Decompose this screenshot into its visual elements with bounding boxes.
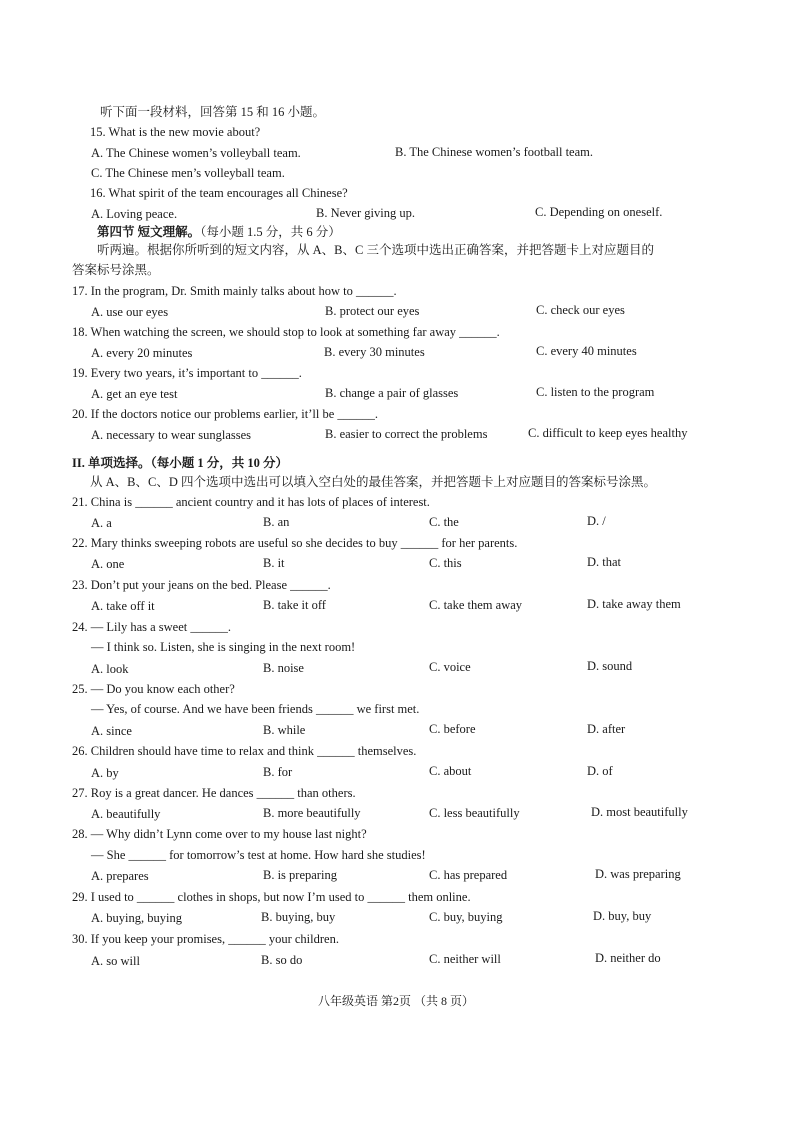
question-19-option-b: B. change a pair of glasses bbox=[325, 386, 459, 400]
question-20-option-c: C. difficult to keep eyes healthy bbox=[528, 426, 688, 440]
page-footer: 八年级英语 第2页 （共 8 页） bbox=[318, 994, 475, 1008]
question-25-option-a: A. since bbox=[91, 724, 132, 738]
question-27-option-c: C. less beautifully bbox=[429, 806, 520, 820]
section-4-instruction-1: 听两遍。根据你所听到的短文内容，从 A、B、C 三个选项中选出正确答案，并把答题卡上对应题目的 bbox=[97, 243, 654, 257]
section-4-heading bbox=[97, 224, 341, 240]
question-18-option-a: A. every 20 minutes bbox=[91, 346, 193, 360]
question-19-option-c: C. listen to the program bbox=[536, 385, 655, 399]
question-22-option-a: A. one bbox=[91, 557, 125, 571]
question-21-option-b: B. an bbox=[263, 515, 290, 529]
section-4-title: 第四节 短文理解。 bbox=[97, 225, 201, 239]
question-21-option-d: D. / bbox=[587, 514, 606, 528]
question-24-option-d: D. sound bbox=[587, 659, 633, 673]
question-20-stem: 20. If the doctors notice our problems earlier, it’ll be ______. bbox=[72, 407, 379, 421]
part-2-title: II. 单项选择。 bbox=[72, 456, 151, 470]
question-15-option-a: A. The Chinese women’s volleyball team. bbox=[91, 146, 301, 160]
question-29-option-a: A. buying, buying bbox=[91, 911, 182, 925]
question-24-stem: 24. — Lily has a sweet ______. bbox=[72, 620, 232, 634]
question-23-stem: 23. Don’t put your jeans on the bed. Please ______. bbox=[72, 578, 331, 592]
question-16-option-b: B. Never giving up. bbox=[316, 206, 415, 220]
question-26-stem: 26. Children should have time to relax and think ______ themselves. bbox=[72, 744, 417, 758]
section-4-points: （每小题 1.5 分，共 6 分） bbox=[200, 225, 341, 239]
question-25-option-b: B. while bbox=[263, 723, 306, 737]
question-25-option-c: C. before bbox=[429, 722, 476, 736]
section-4-instruction-2: 答案标号涂黑。 bbox=[72, 263, 160, 277]
question-26-option-d: D. of bbox=[587, 764, 613, 778]
question-21-option-c: C. the bbox=[429, 515, 459, 529]
question-27-stem: 27. Roy is a great dancer. He dances ______ than others. bbox=[72, 786, 356, 800]
question-26-option-b: B. for bbox=[263, 765, 293, 779]
question-28-option-a: A. prepares bbox=[91, 869, 149, 883]
question-29-option-c: C. buy, buying bbox=[429, 910, 503, 924]
question-22-option-b: B. it bbox=[263, 556, 285, 570]
part-2-heading bbox=[72, 455, 288, 471]
question-22-stem: 22. Mary thinks sweeping robots are useful so she decides to buy ______ for her parents. bbox=[72, 536, 518, 550]
question-15-option-b: B. The Chinese women’s football team. bbox=[395, 145, 593, 159]
question-23-option-c: C. take them away bbox=[429, 598, 523, 612]
question-15-option-c: C. The Chinese men’s volleyball team. bbox=[91, 166, 285, 180]
question-28-stem-reply: — She ______ for tomorrow’s test at home. How hard she studies! bbox=[91, 848, 426, 862]
question-17-option-a: A. use our eyes bbox=[91, 305, 169, 319]
question-23-option-d: D. take away them bbox=[587, 597, 681, 611]
question-15-stem: 15. What is the new movie about? bbox=[90, 125, 261, 139]
question-18-option-c: C. every 40 minutes bbox=[536, 344, 637, 358]
question-30-option-b: B. so do bbox=[261, 953, 303, 967]
question-23-option-a: A. take off it bbox=[91, 599, 155, 613]
question-26-option-c: C. about bbox=[429, 764, 472, 778]
question-26-option-a: A. by bbox=[91, 766, 119, 780]
question-20-option-a: A. necessary to wear sunglasses bbox=[91, 428, 252, 442]
question-30-stem: 30. If you keep your promises, ______ your children. bbox=[72, 932, 339, 946]
question-30-option-c: C. neither will bbox=[429, 952, 501, 966]
question-30-option-a: A. so will bbox=[91, 954, 140, 968]
question-29-option-d: D. buy, buy bbox=[593, 909, 652, 923]
question-17-option-b: B. protect our eyes bbox=[325, 304, 420, 318]
question-24-option-a: A. look bbox=[91, 662, 129, 676]
question-17-stem: 17. In the program, Dr. Smith mainly talks about how to ______. bbox=[72, 284, 397, 298]
question-28-option-c: C. has prepared bbox=[429, 868, 508, 882]
question-27-option-d: D. most beautifully bbox=[591, 805, 688, 819]
question-18-stem: 18. When watching the screen, we should stop to look at something far away ______. bbox=[72, 325, 500, 339]
question-28-option-d: D. was preparing bbox=[595, 867, 681, 881]
intro-15-16: 听下面一段材料，回答第 15 和 16 小题。 bbox=[100, 105, 326, 119]
question-28-option-b: B. is preparing bbox=[263, 868, 337, 882]
question-27-option-b: B. more beautifully bbox=[263, 806, 361, 820]
question-16-stem: 16. What spirit of the team encourages all Chinese? bbox=[90, 186, 348, 200]
question-21-stem: 21. China is ______ ancient country and it has lots of places of interest. bbox=[72, 495, 430, 509]
question-24-option-b: B. noise bbox=[263, 661, 304, 675]
question-29-stem: 29. I used to ______ clothes in shops, but now I’m used to ______ them online. bbox=[72, 890, 471, 904]
question-25-option-d: D. after bbox=[587, 722, 626, 736]
question-23-option-b: B. take it off bbox=[263, 598, 326, 612]
question-28-stem: 28. — Why didn’t Lynn come over to my house last night? bbox=[72, 827, 367, 841]
part-2-instruction: 从 A、B、C、D 四个选项中选出可以填入空白处的最佳答案，并把答题卡上对应题目的答案标号涂黑。 bbox=[90, 475, 656, 489]
question-22-option-c: C. this bbox=[429, 556, 462, 570]
part-2-points: （每小题 1 分，共 10 分） bbox=[150, 456, 288, 470]
question-25-stem-reply: — Yes, of course. And we have been friends ______ we first met. bbox=[91, 702, 420, 716]
question-21-option-a: A. a bbox=[91, 516, 112, 530]
question-17-option-c: C. check our eyes bbox=[536, 303, 625, 317]
question-24-option-c: C. voice bbox=[429, 660, 471, 674]
question-27-option-a: A. beautifully bbox=[91, 807, 161, 821]
question-16-option-a: A. Loving peace. bbox=[91, 207, 178, 221]
question-24-stem-reply: — I think so. Listen, she is singing in the next room! bbox=[91, 640, 356, 654]
question-19-option-a: A. get an eye test bbox=[91, 387, 178, 401]
question-29-option-b: B. buying, buy bbox=[261, 910, 336, 924]
question-16-option-c: C. Depending on oneself. bbox=[535, 205, 663, 219]
question-19-stem: 19. Every two years, it’s important to ______. bbox=[72, 366, 302, 380]
question-22-option-d: D. that bbox=[587, 555, 622, 569]
question-25-stem: 25. — Do you know each other? bbox=[72, 682, 235, 696]
question-30-option-d: D. neither do bbox=[595, 951, 661, 965]
question-18-option-b: B. every 30 minutes bbox=[324, 345, 425, 359]
question-20-option-b: B. easier to correct the problems bbox=[325, 427, 488, 441]
